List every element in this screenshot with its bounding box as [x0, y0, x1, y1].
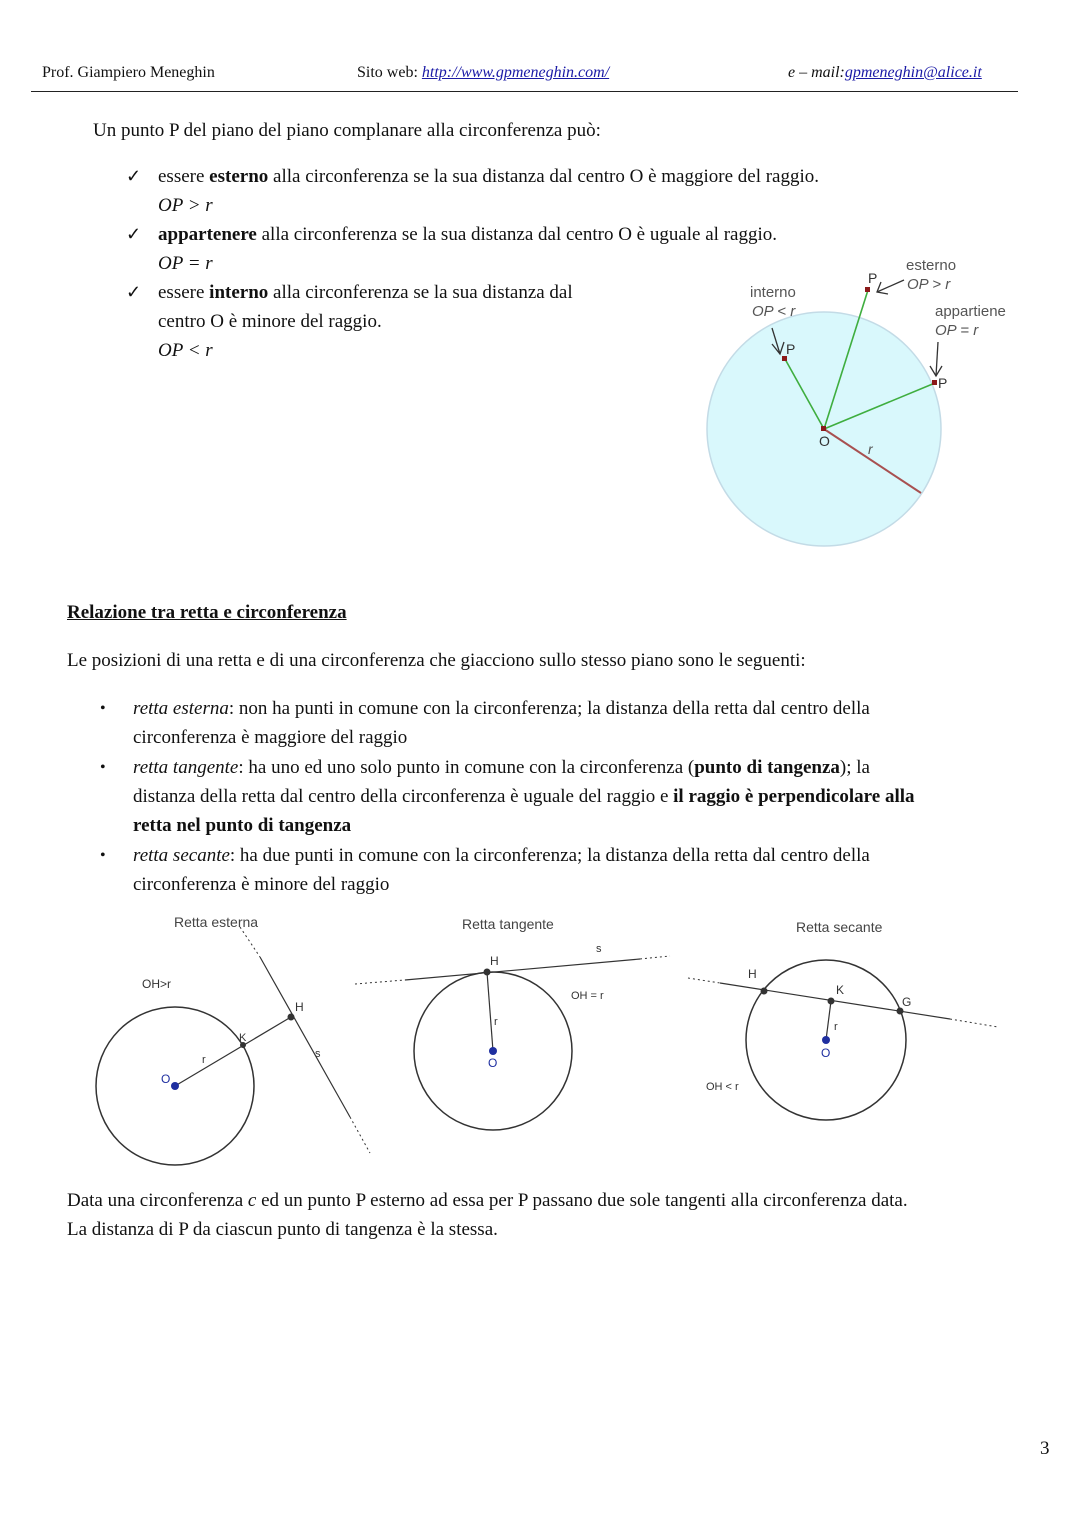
- closing-line1: Data una circonferenza c ed un punto P esterno ad essa per P passano due sole tangenti alla circonferenza data.: [67, 1190, 908, 1211]
- bullet-esterna-line1: retta esterna: non ha punti in comune con la circonferenza; la distanza della retta dal centro della: [133, 698, 870, 719]
- item-interno: essere interno alla circonferenza se la sua distanza dal: [158, 282, 573, 303]
- label-s: s: [596, 943, 602, 955]
- label-r: r: [202, 1054, 206, 1066]
- line-s-dotted: [355, 980, 405, 984]
- line-s-dotted: [350, 1117, 370, 1153]
- line-s-dotted: [640, 956, 670, 959]
- center-o-point: [822, 1036, 830, 1044]
- point-position-figure: [700, 250, 1030, 555]
- label-k: K: [836, 983, 845, 997]
- header-mail-link[interactable]: gpmeneghin@alice.it: [844, 64, 982, 81]
- center-o-point: [171, 1082, 179, 1090]
- label-h: H: [748, 967, 757, 981]
- point-p-esterno: [865, 287, 870, 292]
- label-interno: interno: [750, 284, 796, 301]
- check-icon: ✓: [126, 282, 142, 302]
- bullet-tangente-line3: retta nel punto di tangenza: [133, 815, 352, 836]
- bullet-secante-line2: circonferenza è minore del raggio: [133, 874, 390, 895]
- check-icon: ✓: [126, 224, 142, 244]
- bullet-icon: •: [100, 847, 106, 864]
- header-site-link[interactable]: http://www.gpmeneghin.com/: [421, 64, 610, 81]
- label-appartiene: appartiene: [935, 303, 1006, 320]
- intro-text: Un punto P del piano del piano complanare alla circonferenza può:: [93, 120, 601, 141]
- label-r: r: [494, 1016, 498, 1028]
- tangent-line-diagram: [355, 916, 670, 1130]
- line-s: [405, 959, 640, 980]
- header-author: Prof. Giampiero Meneghin: [42, 64, 215, 81]
- label-appartiene-formula: OP = r: [935, 322, 979, 339]
- label-o: O: [821, 1046, 831, 1060]
- bullet-secante-line1: retta secante: ha due punti in comune con la circonferenza; la distanza della retta dal centro della: [133, 845, 870, 866]
- label-g: G: [902, 995, 912, 1009]
- center-o-point: [821, 426, 826, 431]
- check-icon: ✓: [126, 166, 142, 186]
- line-s: [720, 983, 950, 1019]
- label-h: H: [295, 1000, 304, 1014]
- title-retta-secante: Retta secante: [796, 919, 883, 935]
- item-appartenere: appartenere alla circonferenza se la sua distanza dal centro O è uguale al raggio.: [158, 224, 777, 245]
- point-h: [288, 1014, 295, 1021]
- label-r: r: [834, 1021, 838, 1033]
- label-p-interno: P: [786, 341, 796, 357]
- formula-appartenere: OP = r: [158, 253, 213, 274]
- line-s-dotted: [950, 1019, 998, 1027]
- header-site-label: Sito web:: [357, 64, 422, 81]
- item-interno-line2: centro O è minore del raggio.: [158, 311, 382, 332]
- label-s: s: [315, 1048, 321, 1060]
- section-heading: Relazione tra retta e circonferenza: [67, 602, 347, 623]
- point-h: [484, 969, 491, 976]
- bullet-esterna-line2: circonferenza è maggiore del raggio: [133, 727, 408, 748]
- point-h: [761, 988, 768, 995]
- label-interno-formula: OP < r: [752, 303, 796, 320]
- label-oh-lt-r: OH < r: [706, 1081, 739, 1093]
- label-center-o: O: [819, 433, 830, 449]
- label-p-appartiene: P: [938, 375, 948, 391]
- item-esterno: essere esterno alla circonferenza se la sua distanza dal centro O è maggiore del raggio.: [158, 166, 820, 187]
- arrow-icon: [877, 280, 904, 294]
- line-s-dotted: [688, 978, 720, 983]
- center-o-point: [489, 1047, 497, 1055]
- label-esterno: esterno: [906, 257, 957, 274]
- line-s: [260, 957, 350, 1117]
- label-h: H: [490, 954, 499, 968]
- point-p-appartiene: [932, 380, 937, 385]
- label-oh-gt-r: OH>r: [142, 977, 172, 991]
- line-position-figure: [80, 905, 1020, 1175]
- header-website: [357, 64, 609, 82]
- title-retta-tangente: Retta tangente: [462, 916, 554, 932]
- title-retta-esterna: Retta esterna: [174, 914, 259, 930]
- header-email: [788, 64, 982, 82]
- section2-intro: Le posizioni di una retta e di una circonferenza che giacciono sullo stesso piano sono le seguenti:: [67, 650, 806, 671]
- formula-interno: OP < r: [158, 340, 213, 361]
- header-rule: [31, 91, 1018, 92]
- label-o: O: [161, 1072, 171, 1086]
- arrow-icon: [930, 342, 942, 376]
- label-radius-r: r: [868, 441, 873, 457]
- segment-ok: [826, 1001, 831, 1040]
- closing-line2: La distanza di P da ciascun punto di tangenza è la stessa.: [67, 1219, 498, 1240]
- segment-oh: [175, 1017, 291, 1086]
- page-number: 3: [1040, 1438, 1050, 1459]
- formula-esterno: OP > r: [158, 195, 213, 216]
- label-o: O: [488, 1056, 498, 1070]
- bullet-tangente-line2: distanza della retta dal centro della circonferenza è uguale del raggio e il raggio è perpendicolare alla: [133, 786, 915, 807]
- secant-line-diagram: [688, 919, 998, 1120]
- line-s-dotted: [240, 927, 260, 957]
- label-p-esterno: P: [868, 270, 878, 286]
- bullet-tangente-line1: retta tangente: ha uno ed uno solo punto in comune con la circonferenza (punto di tangenza); la: [133, 757, 870, 778]
- header-mail-label: e – mail:: [788, 64, 845, 81]
- bullet-icon: •: [100, 759, 106, 776]
- label-k: K: [239, 1032, 247, 1044]
- label-oh-eq-r: OH = r: [571, 990, 604, 1002]
- segment-oh: [487, 972, 493, 1051]
- bullet-icon: •: [100, 700, 106, 717]
- point-k: [828, 998, 835, 1005]
- label-esterno-formula: OP > r: [907, 276, 951, 293]
- external-line-diagram: [96, 914, 370, 1165]
